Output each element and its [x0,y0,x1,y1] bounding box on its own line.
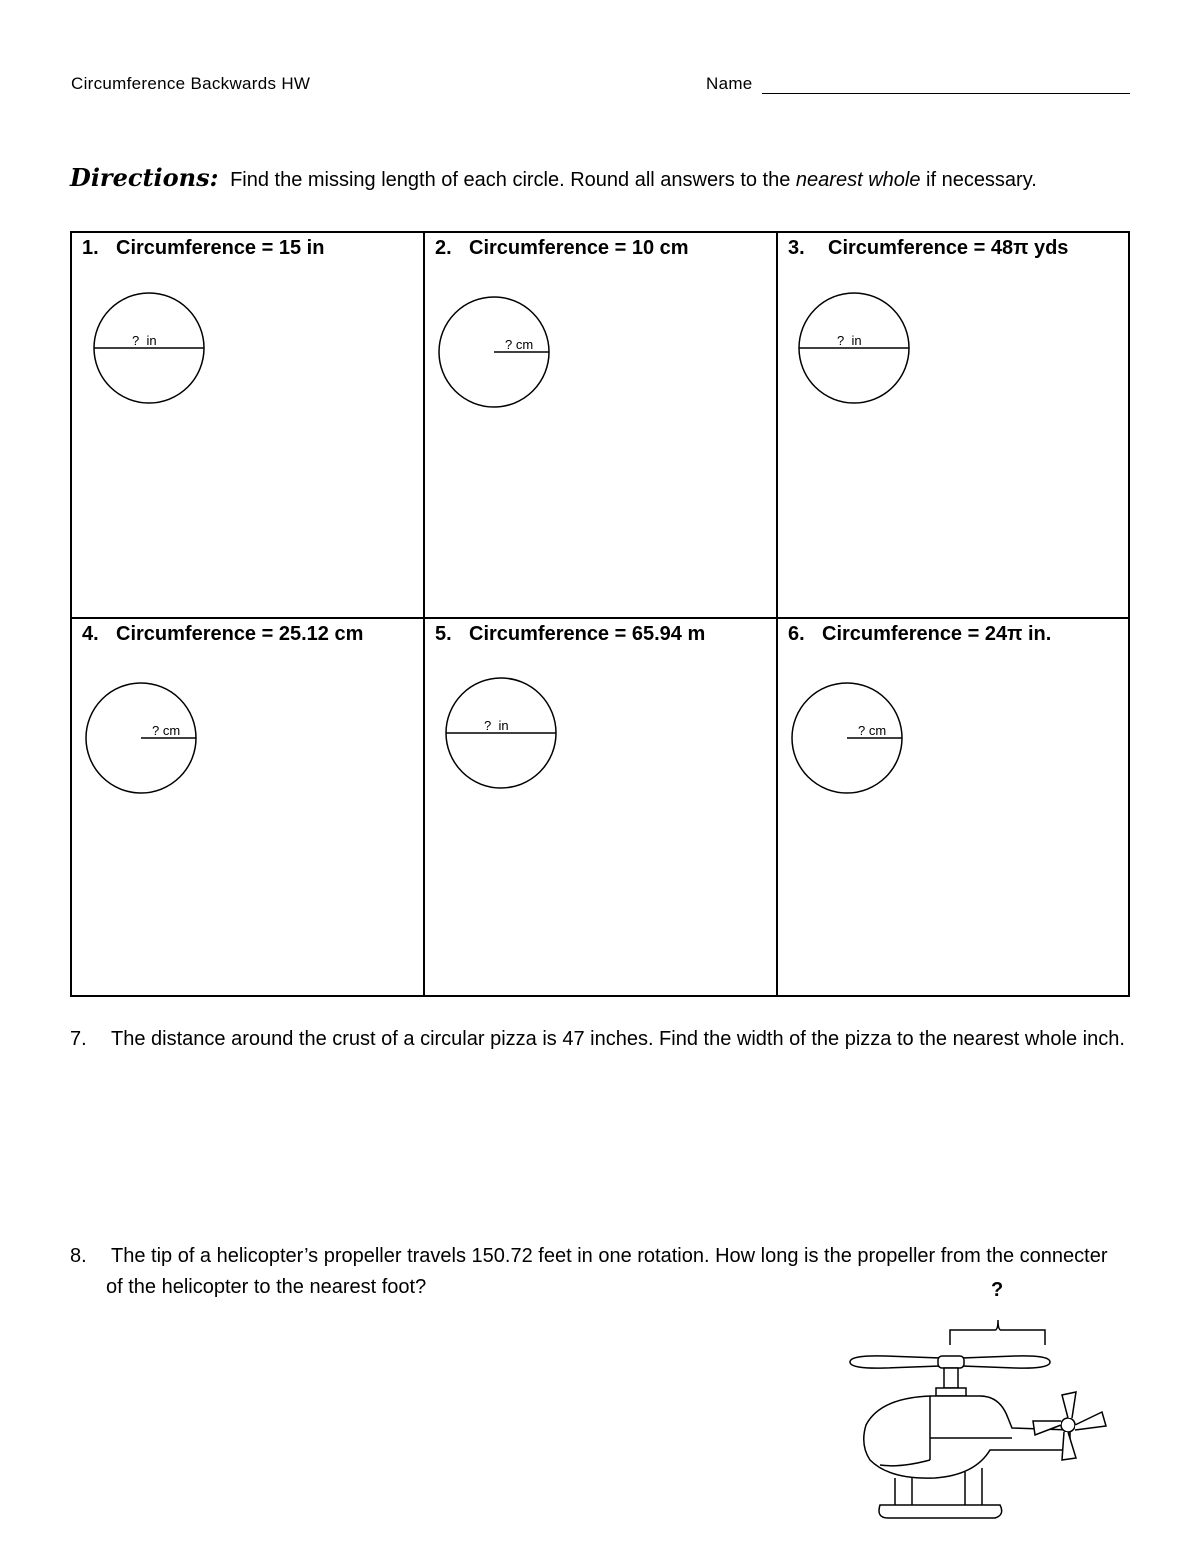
name-label: Name [706,74,753,93]
name-blank-line[interactable] [762,93,1130,94]
problem-text: The distance around the crust of a circular pizza is 47 inches. Find the width of the pizza to the nearest whole inch. [111,1028,1125,1050]
measure-label: ? cm [858,723,887,738]
measure-label: ? in [132,333,157,348]
word-problem-8 [70,1241,1120,1303]
directions-text-emph: nearest whole [795,169,921,191]
directions-text-before: Find the missing length of each circle. Round all answers to the [230,169,796,191]
grid-divider [423,233,425,995]
problem-5-title [435,623,705,646]
directions-label: Directions: [70,163,219,192]
problem-4-title [82,623,363,646]
problem-number: 5. [435,623,452,645]
circle-diagram-6 [790,681,908,799]
directions [70,163,1037,192]
problem-number: 1. [82,237,99,259]
grid-divider [72,617,1128,619]
propeller-bracket [950,1320,1045,1345]
problem-number: 2. [435,237,452,259]
rotor-hub [938,1356,964,1368]
word-problem-7 [70,1024,1130,1055]
circle-diagram-2 [437,295,555,413]
problem-number: 7. [70,1028,87,1050]
problem-text: The tip of a helicopter’s propeller travels 150.72 feet in one rotation. How long is the propeller from the connecter of the helicopter to the nearest foot? [106,1245,1108,1298]
problem-text: Circumference = 48π yds [828,237,1069,259]
problem-number: 6. [788,623,805,645]
propeller-question-mark: ? [991,1279,1004,1301]
problem-text: Circumference = 25.12 cm [116,623,364,645]
rotor-blade-right [962,1356,1050,1368]
problem-grid [70,231,1130,997]
problem-text: Circumference = 65.94 m [469,623,706,645]
circle-diagram-1 [92,291,210,409]
problem-text: Circumference = 24π in. [822,623,1052,645]
rotor-mast [944,1368,958,1388]
problem-6-title [788,623,1051,646]
problem-number: 8. [70,1245,87,1267]
circle-diagram-5 [444,676,562,794]
circle-diagram-4 [84,681,202,799]
problem-1-title [82,237,324,260]
problem-2-title [435,237,689,260]
circle-diagram-3 [797,291,915,409]
problem-3-title [788,237,1068,260]
problem-number: 3. [788,237,805,259]
grid-divider [776,233,778,995]
mast-base [936,1388,966,1396]
directions-text-after: if necessary. [920,169,1037,191]
helicopter-illustration [840,1300,1120,1535]
measure-label: ? cm [152,723,181,738]
measure-label: ? in [837,333,862,348]
problem-number: 4. [82,623,99,645]
measure-label: ? in [484,718,509,733]
worksheet-title: Circumference Backwards HW [71,74,311,93]
problem-text: Circumference = 15 in [116,237,325,259]
problem-text: Circumference = 10 cm [469,237,689,259]
measure-label: ? cm [505,337,534,352]
rotor-blade-left [850,1356,940,1368]
